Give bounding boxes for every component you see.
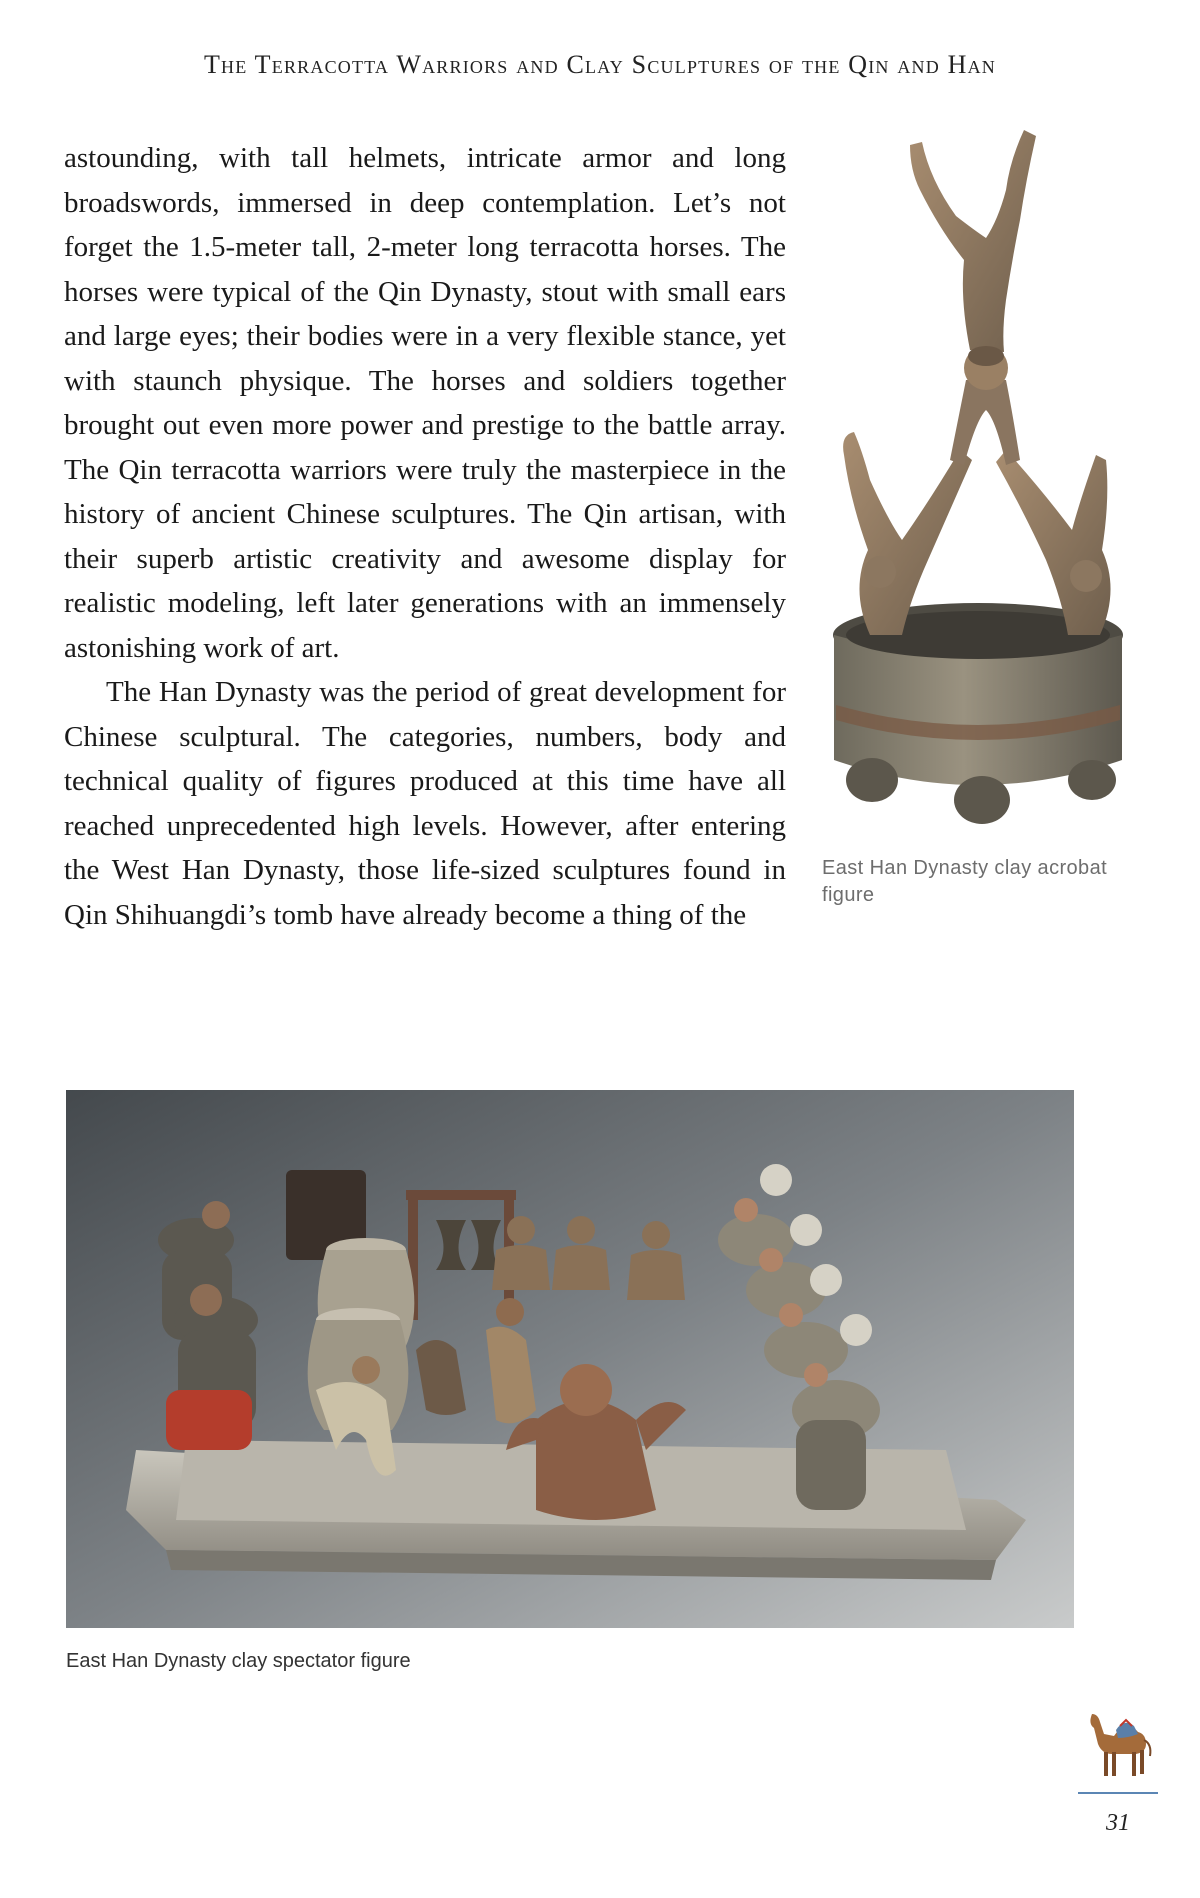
acrobat-caption: East Han Dynasty clay acrobat figure	[822, 857, 1108, 906]
spectator-caption: East Han Dynasty clay spectator figure	[66, 1650, 411, 1672]
paragraph: astounding, with tall helmets, intricate armor and long broadswords, immersed in deep contemplation. Let’s not forget the 1.5-meter tall, 2-meter long terracotta horses. The horses were typical of the Qin Dynasty, stout with small ears and large eyes; their bodies were in a very flexible stance, yet with staunch physique. The horses and soldiers together brought out even more power and prestige to the battle array. The Qin terracotta warriors were truly the masterpiece in the history of ancient Chinese sculptures. The Qin artisan, with their superb artistic creativity and awesome display for realistic modeling, left later generations with an immensely astonishing work of art.	[64, 142, 786, 664]
page-number: 31	[1106, 1810, 1130, 1836]
body-text	[64, 136, 786, 937]
spectator-figure-photo	[66, 1090, 1074, 1628]
paragraph: The Han Dynasty was the period of great development for Chinese sculptural. The categories, numbers, body and technical quality of figures produced at this time have all reached unprecedented high levels. However, after entering the West Han Dynasty, those life-sized sculptures found in Qin Shihuangdi’s tomb have already become a thing of the	[64, 676, 786, 931]
running-head: The Terracotta Warriors and Clay Sculptures of the Qin and Han	[203, 50, 997, 79]
footer-rule	[1078, 1792, 1158, 1794]
acrobat-figure-photo	[810, 120, 1140, 840]
camel-icon	[1082, 1704, 1154, 1782]
